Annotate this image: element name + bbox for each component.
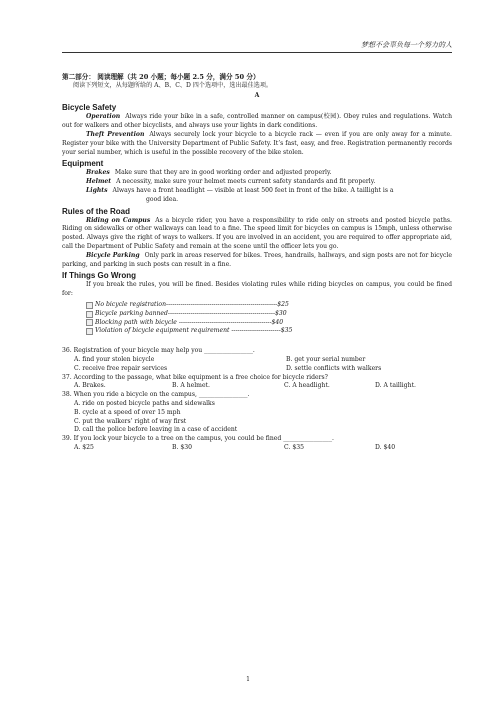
option-c[interactable]: C. put the walkers’ right of way first [74, 417, 187, 425]
section-title: 第二部分： 阅读理解（共 20 小题；每小题 2.5 分，满分 50 分） [62, 73, 260, 81]
equipment-text-continued: good idea. [146, 195, 179, 203]
question-38 [62, 391, 452, 435]
fine-item [62, 301, 452, 310]
option-d[interactable]: D. A taillight. [375, 382, 416, 390]
paragraph-text: Always ride your bike in a safe, controlled manner on campus(校园). Obey rules and regulations. Watch out for walkers and other bicyclists, and always use your lights in dark conditions. [62, 113, 452, 130]
fine-item-text: Blocking path with bicycle ---------------------------------------------$40 [95, 318, 284, 326]
equipment-text: A necessity, make sure your helmet meets current safety standards and fit properly. [116, 178, 376, 186]
paragraph-riding-on-campus [62, 217, 452, 252]
question-stem: 37. According to the passage, what bike equipment is a free choice for bicycle riders? [62, 373, 328, 381]
passage-letter: A [254, 91, 260, 99]
question-37 [62, 374, 452, 392]
paragraph-operation [62, 113, 452, 131]
question-options [62, 356, 452, 374]
question-stem: 38. When you ride a bicycle on the campus, ________________. [62, 391, 250, 399]
page-number: 1 [246, 676, 250, 683]
option-a[interactable]: A. $25 [74, 443, 94, 451]
rules-heading: Rules of the Road [62, 206, 131, 216]
equipment-heading: Equipment [62, 159, 104, 169]
section-instruction: 阅读下列短文，从每题所给的 A、B、C、D 四个选项中，选出最佳选项。 [73, 81, 273, 89]
option-d[interactable]: D. settle conflicts with walkers [286, 364, 382, 372]
option-b[interactable]: B. $30 [172, 443, 192, 451]
option-c[interactable]: C. receive free repair services [74, 364, 168, 372]
option-a[interactable]: A. find your stolen bicycle [74, 355, 155, 363]
header-divider [62, 52, 452, 53]
paragraph-term: Riding on Campus [86, 216, 151, 224]
fine-item [62, 327, 452, 336]
option-d[interactable]: D. call the police before leaving in a case of accident [74, 426, 238, 434]
question-options [62, 382, 452, 391]
exam-page [62, 73, 452, 453]
fine-item-text: Bicycle parking banned----------------------------------------------------$30 [95, 309, 287, 317]
option-a[interactable]: A. ride on posted bicycle paths and sidewalks [74, 399, 215, 407]
paragraph-text: Always securely lock your bicycle to a bicycle rack — even if you are only away for a minute. Register your bike with the University Department of Public Safety. It’s fast, easy, and free. Registration permanently records your serial number, which is useful in the possible recovery of the bike stolen. [62, 130, 452, 156]
paragraph-fines-intro: If you break the rules, you will be fined. Besides violating rules while riding bicycles on campus, you could be fined for: [62, 281, 452, 298]
option-b[interactable]: B. cycle at a speed of over 15 mph [74, 408, 181, 416]
question-39 [62, 435, 452, 453]
option-b[interactable]: B. get your serial number [286, 355, 366, 363]
question-stem: 39. If you lock your bicycle to a tree on the campus, you could be fined ________________. [62, 435, 334, 443]
equipment-term: Brakes [86, 169, 110, 177]
question-stem: 36. Registration of your bicycle may help you ________________. [62, 347, 255, 355]
fines-heading: If Things Go Wrong [62, 271, 137, 281]
bullet-icon [86, 319, 93, 326]
header-motto: 梦想不会辜负每一个努力的人 [361, 41, 452, 49]
paragraph-text: As a bicycle rider, you have a responsibility to ride only on streets and posted bicycle paths. Riding on sidewalks or other walkways can lead to a fine. The speed limit for bicycles on campus is 15mph, unless otherwise posted. Always give the right of ways to walkers. If you are involved in an accident, you are required to offer appropriate aid, call the Department of Public Safety and remain at the scene until the officer lets you go. [62, 216, 452, 250]
bullet-icon [86, 328, 93, 335]
option-a[interactable]: A. Brakes. [74, 382, 106, 390]
fine-item-text: Violation of bicycle equipment requirement ------------------------$35 [95, 327, 293, 335]
option-b[interactable]: B. A helmet. [172, 382, 210, 390]
fine-item [62, 319, 452, 328]
option-c[interactable]: C. $35 [284, 443, 304, 451]
paragraph-text: Only park in areas reserved for bikes. Trees, handrails, hallways, and sign posts are not for bicycle parking, and parking in such posts can result in a fine. [62, 251, 452, 268]
question-36 [62, 347, 452, 373]
paragraph-term: Bicycle Parking [86, 251, 140, 259]
question-options [62, 400, 452, 435]
equipment-text: Make sure that they are in good working order and adjusted properly. [114, 169, 332, 177]
option-d[interactable]: D. $40 [375, 443, 396, 451]
article-title: Bicycle Safety [62, 103, 117, 113]
fine-list [62, 301, 452, 336]
bullet-icon [86, 311, 93, 318]
equipment-text: Always have a front headlight — visible at least 500 feet in front of the bike. A taillight is a [112, 186, 394, 194]
paragraph-term: Theft Prevention [86, 130, 145, 138]
fine-item-text: No bicycle registration------------------------------------------------------$25 [95, 300, 289, 308]
equipment-term: Lights [86, 186, 108, 194]
equipment-term: Helmet [86, 178, 112, 186]
option-c[interactable]: C. A headlight. [284, 382, 330, 390]
question-options [62, 444, 452, 453]
equipment-item-lights [62, 187, 452, 196]
fine-item [62, 310, 452, 319]
equipment-item-brakes [62, 169, 452, 178]
bullet-icon [86, 302, 93, 309]
question-list [62, 347, 452, 453]
paragraph-theft-prevention [62, 131, 452, 157]
paragraph-bicycle-parking [62, 252, 452, 270]
paragraph-term: Operation [86, 113, 121, 121]
equipment-item-helmet [62, 178, 452, 187]
